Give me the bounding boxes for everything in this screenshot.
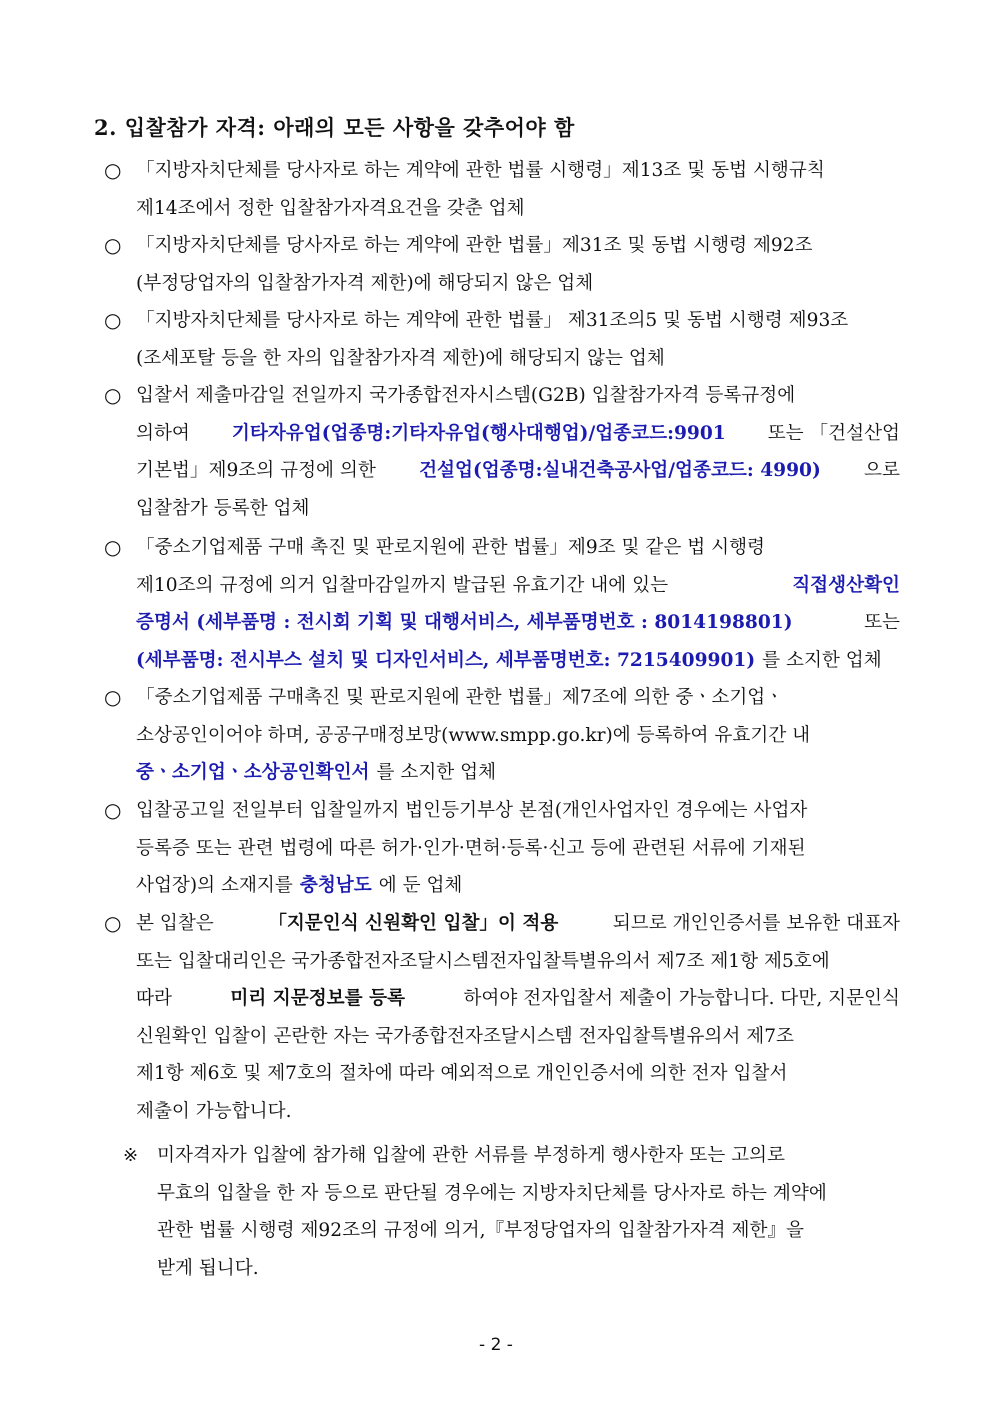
text-line: [136, 490, 900, 528]
body-text: 또는 「건설산업: [767, 422, 900, 444]
text-line: [136, 717, 900, 755]
body-text: 제10조의 규정에 의거 입찰마감일까지 발급된 유효기간 내에 있는: [136, 574, 669, 596]
circle-bullet-icon: ○: [104, 383, 122, 407]
text-line: [157, 1250, 900, 1288]
text-line: [157, 1175, 900, 1213]
text-line: [136, 1018, 900, 1056]
text-line: [136, 415, 900, 453]
body-text: 미자격자가 입찰에 참가해 입찰에 관한 서류를 부정하게 행사한자 또는 고의로: [157, 1145, 785, 1166]
text-line: [136, 867, 900, 905]
body-text: 하여야 전자입찰서 제출이 가능합니다. 다만, 지문인식: [463, 988, 900, 1009]
body-text: 무효의 입찰을 한 자 등으로 판단될 경우에는 지방자치단체를 당사자로 하는 계약에: [157, 1182, 827, 1204]
body-text: 따라: [136, 988, 172, 1009]
text-line: [136, 604, 900, 642]
emphasis-text: (세부품명: 전시부스 설치 및 디자인서비스, 세부품명번호: 7215409901): [136, 649, 756, 671]
body-text: 「중소기업제품 구매 촉진 및 판로지원에 관한 법률」제9조 및 같은 법 시행령: [136, 537, 766, 558]
page-number: - 2 -: [479, 1335, 513, 1355]
body-text: 에 둔 업체: [378, 875, 463, 896]
text-line: [136, 1093, 900, 1131]
emphasis-text: 건설업(업종명:실내건축공사업/업종코드: 4990): [419, 460, 821, 481]
body-text: 「중소기업제품 구매촉진 및 판로지원에 관한 법률」제7조에 의한 중ㆍ소기업ㆍ: [136, 687, 784, 708]
body-text: 관한 법률 시행령 제92조의 규정에 의거,『부정당업자의 입찰참가자격 제한』을: [157, 1220, 804, 1241]
body-text: 「지방자치단체를 당사자로 하는 계약에 관한 법률」 제31조의5 및 동법 시행령 제93조: [136, 310, 849, 331]
circle-bullet-icon: ○: [104, 685, 122, 709]
text-line: [157, 1137, 900, 1175]
body-text: 등록증 또는 관련 법령에 따른 허가·인가·면허·등록·신고 등에 관련된 서류에 기재된: [136, 837, 806, 859]
text-line: [136, 377, 900, 415]
body-text: (부정당업자의 입찰참가자격 제한)에 해당되지 않은 업체: [136, 272, 594, 294]
body-text: 제1항 제6호 및 제7호의 절차에 따라 예외적으로 개인인증서에 의한 전자 입찰서: [136, 1063, 788, 1084]
body-text: 의하여: [136, 422, 190, 444]
text-line: [136, 905, 900, 943]
text-line: [136, 190, 900, 228]
body-text: 또는 입찰대리인은 국가종합전자조달시스템전자입찰특별유의서 제7조 제1항 제5호에: [136, 950, 830, 972]
body-text: 사업장)의 소재지를: [136, 875, 293, 896]
emphasis-text: 미리 지문정보를 등록: [230, 988, 405, 1009]
circle-bullet-icon: ○: [104, 158, 122, 182]
body-text: 신원확인 입찰이 곤란한 자는 국가종합전자조달시스템 전자입찰특별유의서 제7조: [136, 1025, 794, 1047]
body-text: 되므로 개인인증서를 보유한 대표자: [612, 913, 900, 934]
body-text: 소상공인이어야 하며, 공공구매정보망(www.smpp.go.kr)에 등록하여 유효기간 내: [136, 724, 811, 746]
emphasis-text: 직접생산확인: [792, 574, 900, 596]
text-line: [136, 754, 900, 792]
emphasis-text: 기타자유업(업종명:기타자유업(행사대행업)/업종코드:9901: [231, 422, 726, 444]
text-line: [157, 1212, 900, 1250]
body-text: 를 소지한 업체: [376, 762, 497, 783]
body-text: 입찰공고일 전일부터 입찰일까지 법인등기부상 본점(개인사업자인 경우에는 사업자: [136, 800, 808, 821]
circle-bullet-icon: ○: [104, 798, 122, 822]
body-text: (조세포탈 등을 한 자의 입찰참가자격 제한)에 해당되지 않는 업체: [136, 347, 665, 369]
body-text: 입찰서 제출마감일 전일까지 국가종합전자시스템(G2B) 입찰참가자격 등록규정에: [136, 385, 796, 406]
body-text: 또는: [864, 612, 900, 633]
body-text: 제출이 가능합니다.: [136, 1100, 292, 1122]
text-line: [136, 340, 900, 378]
circle-bullet-icon: ○: [104, 308, 122, 332]
text-line: [136, 567, 900, 605]
text-line: [136, 302, 900, 340]
body-text: 받게 됩니다.: [157, 1257, 259, 1279]
body-text: 기본법」제9조의 규정에 의한: [136, 460, 376, 481]
emphasis-text: 충청남도: [299, 875, 372, 896]
text-line: [136, 227, 900, 265]
emphasis-text: 「지문인식 신원확인 입찰」이 적용: [268, 913, 559, 934]
text-line: [136, 152, 900, 190]
circle-bullet-icon: ○: [104, 911, 122, 935]
body-text: 「지방자치단체를 당사자로 하는 계약에 관한 법률」제31조 및 동법 시행령 제92조: [136, 235, 813, 256]
body-text: 입찰참가 등록한 업체: [136, 497, 310, 519]
reference-mark-icon: ※: [123, 1145, 139, 1166]
text-line: [136, 529, 900, 567]
body-text: 으로: [864, 460, 900, 481]
text-line: [136, 265, 900, 303]
body-text: 본 입찰은: [136, 913, 214, 934]
body-text: 제14조에서 정한 입찰참가자격요건을 갖춘 업체: [136, 197, 525, 219]
emphasis-text: 증명서 (세부품명 : 전시회 기획 및 대행서비스, 세부품명번호 : 8014198801): [136, 612, 793, 633]
text-line: [136, 943, 900, 981]
text-line: [136, 679, 900, 717]
text-line: [136, 642, 900, 680]
text-line: [136, 980, 900, 1018]
circle-bullet-icon: ○: [104, 535, 122, 559]
body-text: 「지방자치단체를 당사자로 하는 계약에 관한 법률 시행령」제13조 및 동법 시행규칙: [136, 160, 825, 181]
text-line: [136, 792, 900, 830]
text-line: [136, 830, 900, 868]
emphasis-text: 중ㆍ소기업ㆍ소상공인확인서: [136, 762, 370, 783]
text-line: [136, 1055, 900, 1093]
circle-bullet-icon: ○: [104, 233, 122, 257]
text-line: [136, 452, 900, 490]
body-text: 를 소지한 업체: [762, 649, 882, 671]
section-heading: 2. 입찰참가 자격: 아래의 모든 사항을 갖추어야 함: [94, 115, 575, 140]
